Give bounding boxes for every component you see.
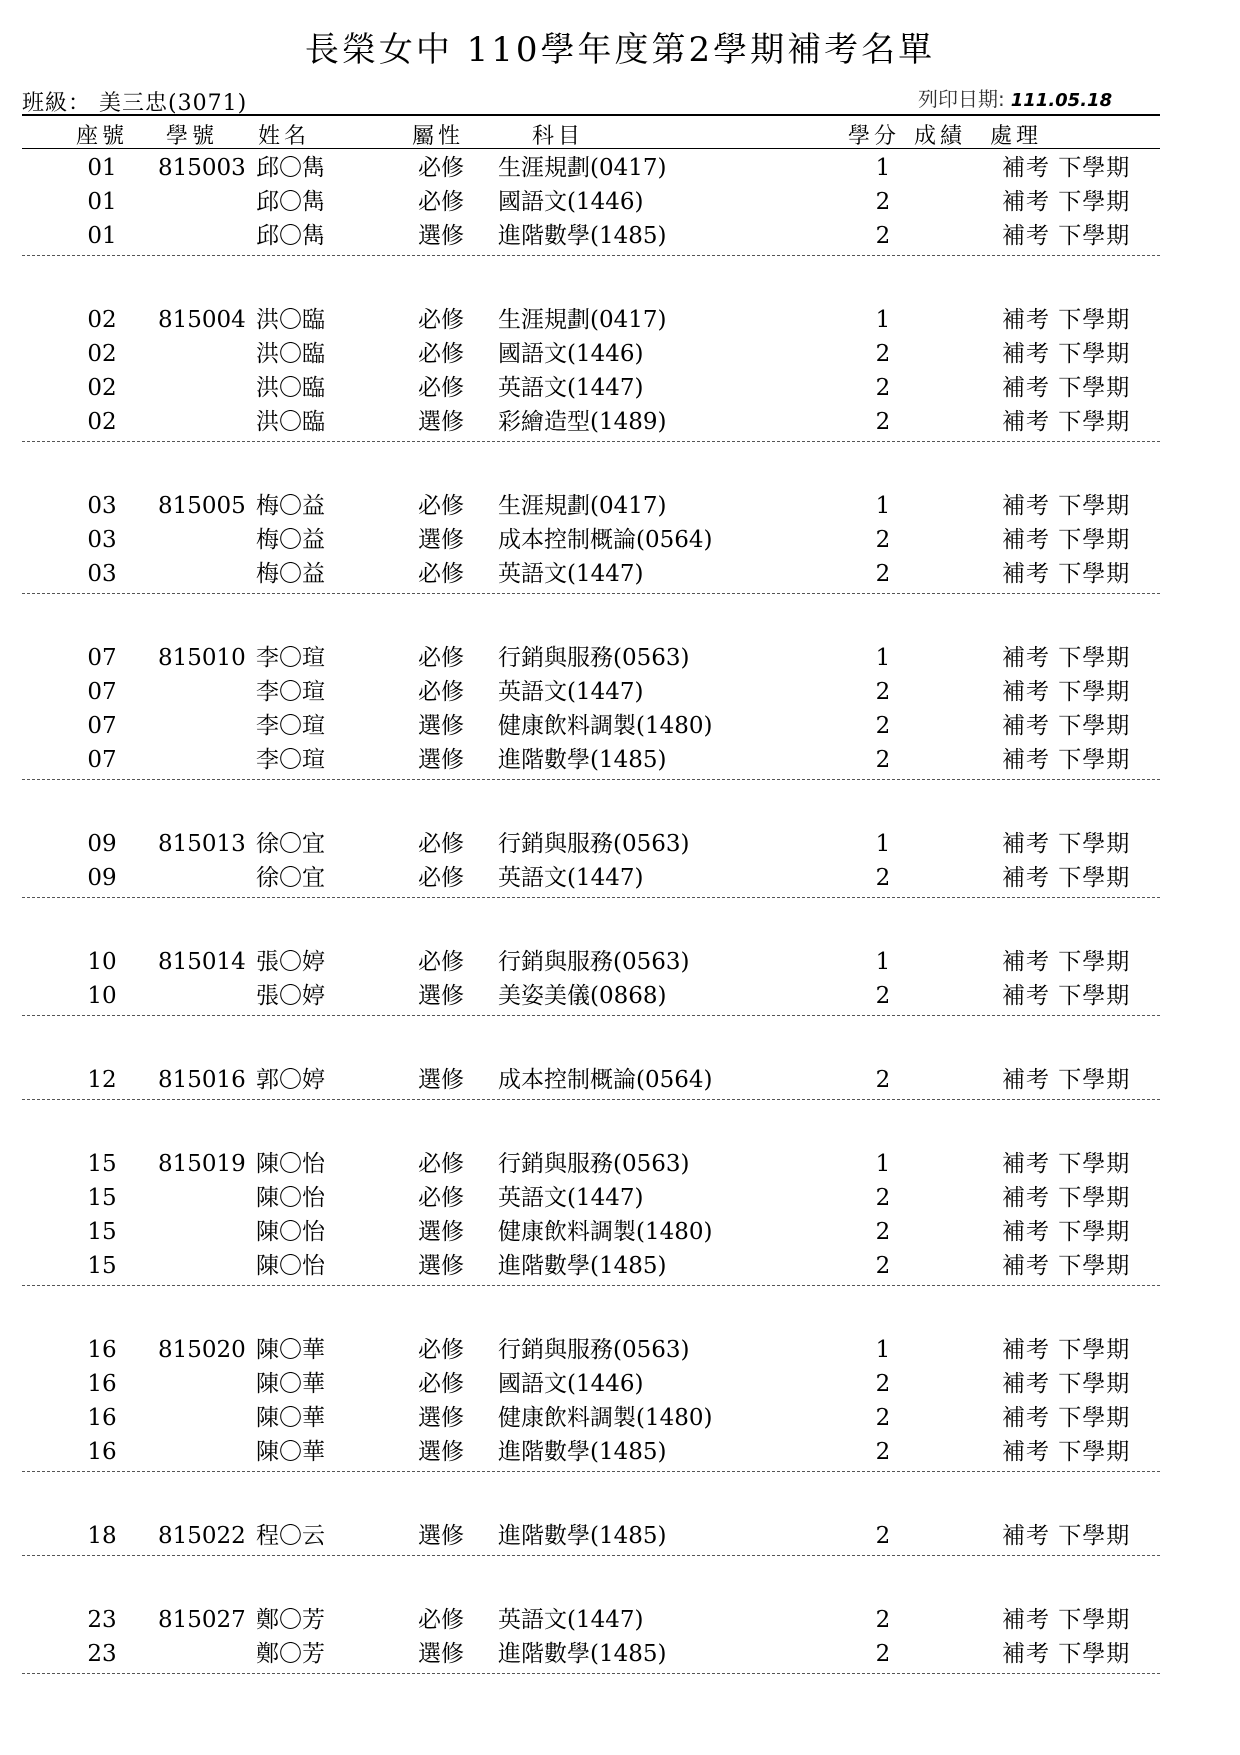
subject-name: 健康飲料調製(1480) bbox=[498, 1219, 713, 1245]
handling: 補考 下學期 bbox=[1002, 679, 1131, 705]
seat-number: 01 bbox=[87, 189, 117, 215]
group-divider bbox=[22, 593, 1160, 594]
handling: 補考 下學期 bbox=[1002, 645, 1131, 671]
student-name: 邱〇雋 bbox=[256, 223, 325, 249]
column-header-subject: 科目 bbox=[532, 124, 585, 149]
course-attribute: 選修 bbox=[418, 1219, 464, 1245]
handling: 補考 下學期 bbox=[1002, 223, 1131, 249]
course-attribute: 必修 bbox=[418, 865, 464, 891]
credit: 1 bbox=[875, 831, 891, 857]
course-attribute: 選修 bbox=[418, 1523, 464, 1549]
handling: 補考 下學期 bbox=[1002, 1439, 1131, 1465]
seat-number: 02 bbox=[87, 409, 117, 435]
seat-number: 23 bbox=[87, 1641, 117, 1667]
seat-number: 10 bbox=[87, 949, 117, 975]
course-attribute: 必修 bbox=[418, 375, 464, 401]
group-divider bbox=[22, 1555, 1160, 1556]
seat-number: 02 bbox=[87, 375, 117, 401]
student-name: 陳〇華 bbox=[256, 1405, 325, 1431]
seat-number: 01 bbox=[87, 155, 117, 181]
course-attribute: 必修 bbox=[418, 645, 464, 671]
student-id: 815019 bbox=[158, 1151, 246, 1177]
column-header-handling: 處理 bbox=[990, 124, 1043, 149]
credit: 2 bbox=[875, 1607, 891, 1633]
seat-number: 16 bbox=[87, 1337, 117, 1363]
student-name: 陳〇怡 bbox=[256, 1151, 325, 1177]
course-attribute: 必修 bbox=[418, 949, 464, 975]
course-attribute: 選修 bbox=[418, 223, 464, 249]
credit: 2 bbox=[875, 375, 891, 401]
page-title: 長榮女中 110學年度第2學期補考名單 bbox=[304, 30, 936, 70]
group-divider bbox=[22, 1099, 1160, 1100]
handling: 補考 下學期 bbox=[1002, 949, 1131, 975]
student-name: 陳〇華 bbox=[256, 1439, 325, 1465]
subject-name: 英語文(1447) bbox=[498, 375, 644, 401]
student-name: 李〇瑄 bbox=[256, 679, 325, 705]
student-name: 陳〇怡 bbox=[256, 1185, 325, 1211]
student-name: 李〇瑄 bbox=[256, 747, 325, 773]
handling: 補考 下學期 bbox=[1002, 1219, 1131, 1245]
subject-name: 行銷與服務(0563) bbox=[498, 831, 690, 857]
subject-name: 行銷與服務(0563) bbox=[498, 1151, 690, 1177]
seat-number: 15 bbox=[87, 1253, 117, 1279]
student-id: 815003 bbox=[158, 155, 246, 181]
course-attribute: 必修 bbox=[418, 831, 464, 857]
student-name: 洪〇臨 bbox=[256, 341, 325, 367]
credit: 2 bbox=[875, 1523, 891, 1549]
subject-name: 國語文(1446) bbox=[498, 189, 644, 215]
subject-name: 成本控制概論(0564) bbox=[498, 527, 713, 553]
subject-name: 英語文(1447) bbox=[498, 1185, 644, 1211]
handling: 補考 下學期 bbox=[1002, 713, 1131, 739]
student-id: 815013 bbox=[158, 831, 246, 857]
credit: 2 bbox=[875, 223, 891, 249]
student-id: 815022 bbox=[158, 1523, 246, 1549]
handling: 補考 下學期 bbox=[1002, 1185, 1131, 1211]
student-name: 洪〇臨 bbox=[256, 375, 325, 401]
handling: 補考 下學期 bbox=[1002, 1523, 1131, 1549]
subject-name: 英語文(1447) bbox=[498, 865, 644, 891]
student-name: 洪〇臨 bbox=[256, 409, 325, 435]
subject-name: 美姿美儀(0868) bbox=[498, 983, 667, 1009]
seat-number: 16 bbox=[87, 1439, 117, 1465]
handling: 補考 下學期 bbox=[1002, 865, 1131, 891]
credit: 2 bbox=[875, 1371, 891, 1397]
course-attribute: 必修 bbox=[418, 189, 464, 215]
student-name: 李〇瑄 bbox=[256, 645, 325, 671]
group-divider bbox=[22, 255, 1160, 256]
seat-number: 10 bbox=[87, 983, 117, 1009]
student-name: 程〇云 bbox=[256, 1523, 325, 1549]
student-name: 張〇婷 bbox=[256, 949, 325, 975]
seat-number: 07 bbox=[87, 713, 117, 739]
seat-number: 16 bbox=[87, 1405, 117, 1431]
student-name: 梅〇益 bbox=[256, 493, 325, 519]
handling: 補考 下學期 bbox=[1002, 983, 1131, 1009]
credit: 1 bbox=[875, 645, 891, 671]
handling: 補考 下學期 bbox=[1002, 561, 1131, 587]
subject-name: 生涯規劃(0417) bbox=[498, 307, 667, 333]
column-header-attribute: 屬性 bbox=[412, 124, 465, 149]
subject-name: 健康飲料調製(1480) bbox=[498, 713, 713, 739]
handling: 補考 下學期 bbox=[1002, 189, 1131, 215]
subject-name: 進階數學(1485) bbox=[498, 1523, 667, 1549]
student-id: 815027 bbox=[158, 1607, 246, 1633]
seat-number: 15 bbox=[87, 1185, 117, 1211]
student-name: 梅〇益 bbox=[256, 527, 325, 553]
credit: 2 bbox=[875, 713, 891, 739]
course-attribute: 必修 bbox=[418, 307, 464, 333]
course-attribute: 必修 bbox=[418, 493, 464, 519]
credit: 2 bbox=[875, 1641, 891, 1667]
course-attribute: 選修 bbox=[418, 527, 464, 553]
handling: 補考 下學期 bbox=[1002, 831, 1131, 857]
handling: 補考 下學期 bbox=[1002, 1371, 1131, 1397]
course-attribute: 選修 bbox=[418, 983, 464, 1009]
course-attribute: 選修 bbox=[418, 1439, 464, 1465]
group-divider bbox=[22, 1471, 1160, 1472]
credit: 2 bbox=[875, 679, 891, 705]
student-id: 815005 bbox=[158, 493, 246, 519]
student-name: 陳〇華 bbox=[256, 1337, 325, 1363]
header-rule bbox=[22, 148, 1160, 149]
course-attribute: 選修 bbox=[418, 1253, 464, 1279]
credit: 2 bbox=[875, 341, 891, 367]
group-divider bbox=[22, 779, 1160, 780]
student-name: 李〇瑄 bbox=[256, 713, 325, 739]
handling: 補考 下學期 bbox=[1002, 527, 1131, 553]
credit: 1 bbox=[875, 307, 891, 333]
course-attribute: 必修 bbox=[418, 1337, 464, 1363]
top-rule bbox=[22, 114, 1160, 116]
course-attribute: 選修 bbox=[418, 713, 464, 739]
credit: 1 bbox=[875, 1337, 891, 1363]
subject-name: 英語文(1447) bbox=[498, 679, 644, 705]
credit: 2 bbox=[875, 1439, 891, 1465]
seat-number: 16 bbox=[87, 1371, 117, 1397]
handling: 補考 下學期 bbox=[1002, 375, 1131, 401]
subject-name: 成本控制概論(0564) bbox=[498, 1067, 713, 1093]
handling: 補考 下學期 bbox=[1002, 307, 1131, 333]
seat-number: 07 bbox=[87, 679, 117, 705]
group-divider bbox=[22, 1285, 1160, 1286]
course-attribute: 選修 bbox=[418, 747, 464, 773]
credit: 2 bbox=[875, 865, 891, 891]
handling: 補考 下學期 bbox=[1002, 747, 1131, 773]
seat-number: 12 bbox=[87, 1067, 117, 1093]
handling: 補考 下學期 bbox=[1002, 155, 1131, 181]
handling: 補考 下學期 bbox=[1002, 1253, 1131, 1279]
subject-name: 行銷與服務(0563) bbox=[498, 645, 690, 671]
column-header-credit: 學分 bbox=[848, 124, 901, 149]
seat-number: 01 bbox=[87, 223, 117, 249]
course-attribute: 必修 bbox=[418, 561, 464, 587]
student-id: 815014 bbox=[158, 949, 246, 975]
student-name: 陳〇怡 bbox=[256, 1219, 325, 1245]
print-date-value: 111.05.18 bbox=[1010, 90, 1113, 111]
student-name: 邱〇雋 bbox=[256, 155, 325, 181]
course-attribute: 必修 bbox=[418, 1607, 464, 1633]
seat-number: 03 bbox=[87, 561, 117, 587]
handling: 補考 下學期 bbox=[1002, 1337, 1131, 1363]
student-name: 陳〇怡 bbox=[256, 1253, 325, 1279]
seat-number: 18 bbox=[87, 1523, 117, 1549]
seat-number: 09 bbox=[87, 865, 117, 891]
student-name: 郭〇婷 bbox=[256, 1067, 325, 1093]
handling: 補考 下學期 bbox=[1002, 1607, 1131, 1633]
subject-name: 英語文(1447) bbox=[498, 1607, 644, 1633]
handling: 補考 下學期 bbox=[1002, 493, 1131, 519]
subject-name: 國語文(1446) bbox=[498, 1371, 644, 1397]
credit: 2 bbox=[875, 1219, 891, 1245]
subject-name: 英語文(1447) bbox=[498, 561, 644, 587]
credit: 1 bbox=[875, 949, 891, 975]
credit: 1 bbox=[875, 493, 891, 519]
handling: 補考 下學期 bbox=[1002, 1151, 1131, 1177]
credit: 2 bbox=[875, 747, 891, 773]
credit: 2 bbox=[875, 527, 891, 553]
course-attribute: 必修 bbox=[418, 341, 464, 367]
course-attribute: 必修 bbox=[418, 155, 464, 181]
print-date-label: 列印日期: bbox=[918, 87, 1005, 111]
credit: 2 bbox=[875, 1185, 891, 1211]
group-divider bbox=[22, 1015, 1160, 1016]
group-divider bbox=[22, 1673, 1160, 1674]
handling: 補考 下學期 bbox=[1002, 1641, 1131, 1667]
seat-number: 07 bbox=[87, 645, 117, 671]
seat-number: 23 bbox=[87, 1607, 117, 1633]
seat-number: 15 bbox=[87, 1151, 117, 1177]
handling: 補考 下學期 bbox=[1002, 341, 1131, 367]
seat-number: 07 bbox=[87, 747, 117, 773]
course-attribute: 必修 bbox=[418, 679, 464, 705]
handling: 補考 下學期 bbox=[1002, 409, 1131, 435]
handling: 補考 下學期 bbox=[1002, 1405, 1131, 1431]
class-label: 班級： 美三忠(3071) bbox=[22, 91, 248, 116]
seat-number: 02 bbox=[87, 341, 117, 367]
student-name: 徐〇宜 bbox=[256, 865, 325, 891]
subject-name: 進階數學(1485) bbox=[498, 1253, 667, 1279]
student-name: 張〇婷 bbox=[256, 983, 325, 1009]
group-divider bbox=[22, 441, 1160, 442]
student-name: 鄭〇芳 bbox=[256, 1607, 325, 1633]
student-id: 815016 bbox=[158, 1067, 246, 1093]
student-id: 815010 bbox=[158, 645, 246, 671]
course-attribute: 選修 bbox=[418, 409, 464, 435]
handling: 補考 下學期 bbox=[1002, 1067, 1131, 1093]
subject-name: 行銷與服務(0563) bbox=[498, 1337, 690, 1363]
credit: 2 bbox=[875, 409, 891, 435]
credit: 1 bbox=[875, 1151, 891, 1177]
student-name: 邱〇雋 bbox=[256, 189, 325, 215]
student-name: 陳〇華 bbox=[256, 1371, 325, 1397]
credit: 2 bbox=[875, 1253, 891, 1279]
credit: 2 bbox=[875, 1067, 891, 1093]
credit: 2 bbox=[875, 1405, 891, 1431]
subject-name: 進階數學(1485) bbox=[498, 223, 667, 249]
student-name: 洪〇臨 bbox=[256, 307, 325, 333]
credit: 2 bbox=[875, 189, 891, 215]
course-attribute: 必修 bbox=[418, 1371, 464, 1397]
subject-name: 生涯規劃(0417) bbox=[498, 155, 667, 181]
print-date bbox=[918, 83, 1112, 112]
student-name: 梅〇益 bbox=[256, 561, 325, 587]
column-header-seat: 座號 bbox=[76, 124, 129, 149]
seat-number: 15 bbox=[87, 1219, 117, 1245]
subject-name: 行銷與服務(0563) bbox=[498, 949, 690, 975]
column-header-student-id: 學號 bbox=[166, 124, 219, 149]
subject-name: 進階數學(1485) bbox=[498, 1439, 667, 1465]
subject-name: 健康飲料調製(1480) bbox=[498, 1405, 713, 1431]
student-name: 徐〇宜 bbox=[256, 831, 325, 857]
student-id: 815020 bbox=[158, 1337, 246, 1363]
student-id: 815004 bbox=[158, 307, 246, 333]
group-divider bbox=[22, 897, 1160, 898]
subject-name: 進階數學(1485) bbox=[498, 747, 667, 773]
seat-number: 03 bbox=[87, 527, 117, 553]
column-header-score: 成績 bbox=[914, 124, 967, 149]
course-attribute: 選修 bbox=[418, 1641, 464, 1667]
column-header-name: 姓名 bbox=[258, 124, 311, 149]
subject-name: 生涯規劃(0417) bbox=[498, 493, 667, 519]
credit: 2 bbox=[875, 561, 891, 587]
seat-number: 09 bbox=[87, 831, 117, 857]
course-attribute: 選修 bbox=[418, 1405, 464, 1431]
credit: 2 bbox=[875, 983, 891, 1009]
course-attribute: 必修 bbox=[418, 1151, 464, 1177]
student-name: 鄭〇芳 bbox=[256, 1641, 325, 1667]
seat-number: 03 bbox=[87, 493, 117, 519]
credit: 1 bbox=[875, 155, 891, 181]
subject-name: 國語文(1446) bbox=[498, 341, 644, 367]
subject-name: 進階數學(1485) bbox=[498, 1641, 667, 1667]
subject-name: 彩繪造型(1489) bbox=[498, 409, 667, 435]
seat-number: 02 bbox=[87, 307, 117, 333]
course-attribute: 選修 bbox=[418, 1067, 464, 1093]
course-attribute: 必修 bbox=[418, 1185, 464, 1211]
